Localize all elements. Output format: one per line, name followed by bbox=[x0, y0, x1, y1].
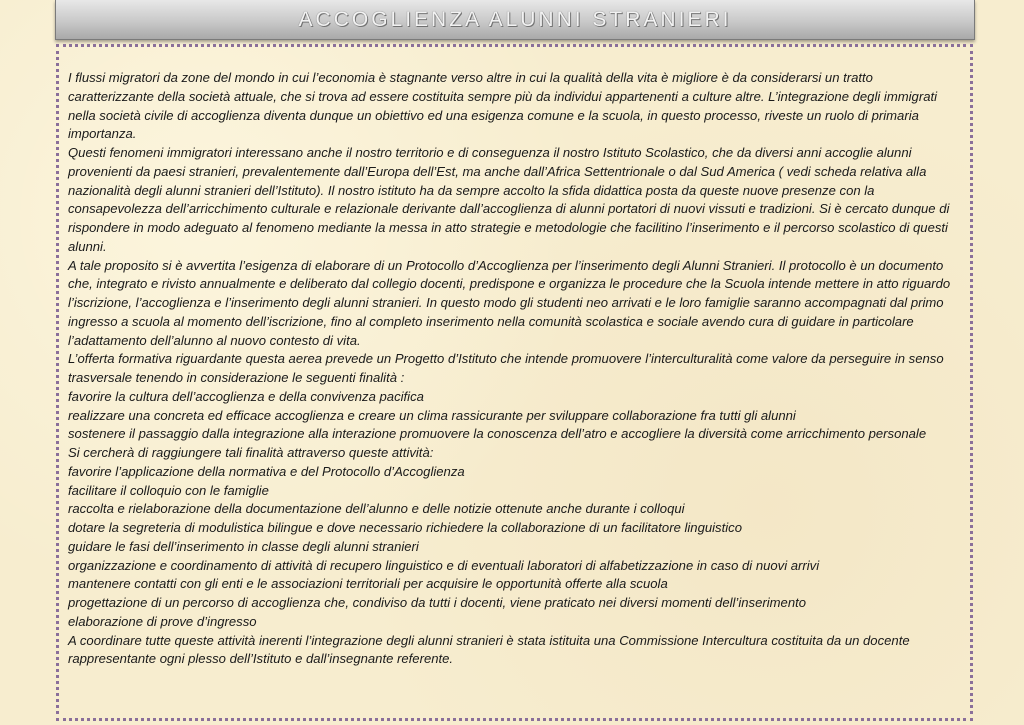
title-bar bbox=[55, 0, 975, 40]
activity-item: organizzazione e coordinamento di attività di recupero linguistico e di eventuali laboratori di alfabetizzazione in caso di nuovi arrivi bbox=[68, 557, 820, 573]
activities-heading: Si cercherà di raggiungere tali finalità attraverso queste attività: bbox=[68, 445, 434, 460]
activity-item: elaborazione di prove d’ingresso bbox=[68, 613, 257, 629]
paragraph-intro: I flussi migratori da zone del mondo in cui l’economia è stagnante verso altre in cui la qualità della vita è migliore è da considerarsi un tratto caratterizzante della società attuale, che si trova ad essere costituita sempre più da individui appartenenti a culture altre. L’integrazione degli immigrati nella società civile di accoglienza diventa dunque un obiettivo ed una esigenza comune e la scuola, in questo processo, riveste un ruolo di primaria importanza. bbox=[68, 70, 938, 142]
activity-item: guidare le fasi dell’inserimento in classe degli alunni stranieri bbox=[68, 538, 419, 554]
goal-item: realizzare una concreta ed efficace accoglienza e creare un clima rassicurante per sviluppare collaborazione fra tutti gli alunni bbox=[68, 407, 796, 423]
paragraph-protocol: A tale proposito si è avvertita l’esigenza di elaborare di un Protocollo d’Accoglienza per l’inserimento degli Alunni Stranieri. Il protocollo è un documento che, integrato e rivisto annualmente e deliberato dal collegio docenti, predispone e organizza le procedure che la Scuola intende mettere in atto riguardo l’iscrizione, l’accoglienza e l’inserimento degli alunni stranieri. In questo modo gli studenti neo arrivati e le loro famiglie saranno accompagnati dal primo ingresso a scuola al momento dell’iscrizione, fino al completo inserimento nella comunità scolastica e sociale avendo cura di guidare in particolare l’adattamento dell’alunno al nuovo contesto di vita. bbox=[68, 257, 951, 348]
activity-item: raccolta e rielaborazione della documentazione dell’alunno e delle notizie ottenute anche durante i colloqui bbox=[68, 501, 685, 517]
activity-item: dotare la segreteria di modulistica bilingue e dove necessario richiedere la collaborazione di un facilitatore linguistico bbox=[68, 520, 742, 535]
paragraph-commission: A coordinare tutte queste attività inerenti l’integrazione degli alunni stranieri è stata istituita una Commissione Intercultura costituita da un docente rappresentante ogni plesso dell’Istituto e dall’insegnante referente. bbox=[68, 632, 910, 667]
content-box bbox=[56, 44, 973, 721]
page-title: ACCOGLIENZA ALUNNI STRANIERI bbox=[298, 8, 732, 31]
goal-item: sostenere il passaggio dalla integrazione alla interazione promuovere la conoscenza dell’atro e accogliere la diversità come arricchimento personale bbox=[68, 426, 927, 442]
paragraph-offer: L’offerta formativa riguardante questa aerea prevede un Progetto d’Istituto che intende promuovere l’interculturalità come valore da perseguire in senso trasversale tenendo in considerazione le seguenti finalità : bbox=[68, 351, 944, 385]
activity-item: mantenere contatti con gli enti e le associazioni territoriali per acquisire le opportunità offerte alla scuola bbox=[68, 576, 668, 592]
activity-item: favorire l’applicazione della normativa e del Protocollo d’Accoglienza bbox=[68, 463, 465, 479]
goal-item: favorire la cultura dell’accoglienza e della convivenza pacifica bbox=[68, 388, 424, 404]
text-block bbox=[68, 69, 962, 669]
activity-item: progettazione di un percorso di accoglienza che, condiviso da tutti i docenti, viene praticato nei diversi momenti dell’inserimento bbox=[68, 595, 807, 610]
activity-item: facilitare il colloquio con le famiglie bbox=[68, 482, 269, 498]
paragraph-institute: Questi fenomeni immigratori interessano anche il nostro territorio e di conseguenza il nostro Istituto Scolastico, che da diversi anni accoglie alunni provenienti da paesi stranieri, prevalentemente dall’Europa dell’Est, ma anche dall’Africa Settentrionale o dal Sud America ( vedi scheda relativa alla nazionalità degli alunni stranieri dell’Istituto). Il nostro istituto ha da sempre accolto la sfida didattica posta da queste nuove presenze con la consapevolezza dell’arricchimento culturale e relazionale derivante dall’accoglienza di alunni portatori di nuovi vissuti e tradizioni. Si è cercato dunque di rispondere in modo adeguato al fenomeno mediante la messa in atto strategie e metodologie che facilitino l’inserimento e il percorso scolastico di questi alunni. bbox=[68, 145, 950, 254]
